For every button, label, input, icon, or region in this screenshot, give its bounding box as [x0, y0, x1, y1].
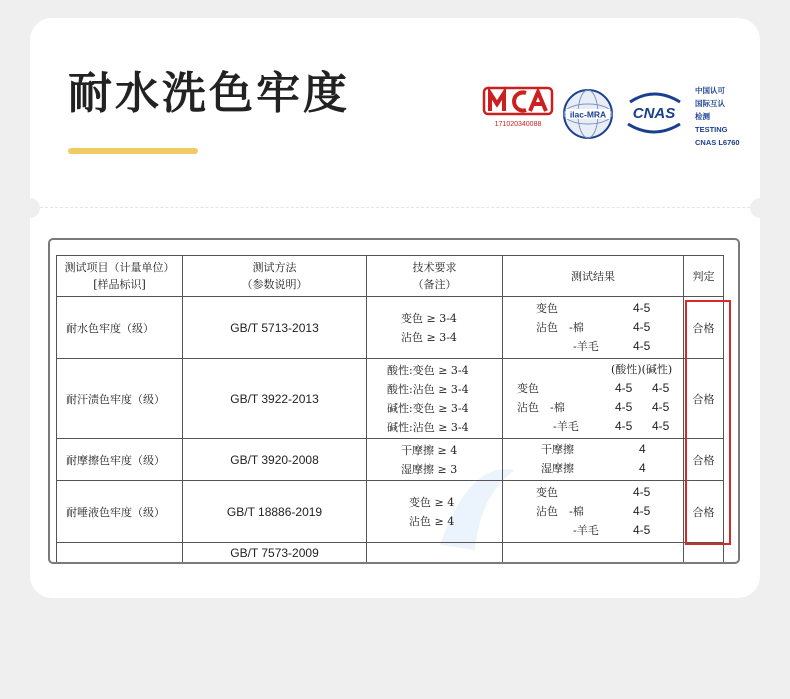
cert-line: CNAS L6760	[695, 138, 740, 147]
judgement-highlight-box	[685, 300, 731, 545]
row-result: 变色 4-5 沾色 -棉 4-5 -羊毛 4-5	[503, 481, 684, 543]
row-result	[503, 543, 684, 565]
row-judgement: 合格	[684, 481, 724, 543]
table-row	[57, 297, 724, 359]
test-report	[48, 238, 740, 564]
row-item: 耐水色牢度（级）	[57, 297, 183, 359]
svg-text:CNAS: CNAS	[632, 105, 676, 122]
cma-number: 171020340088	[494, 121, 542, 128]
row-result: (酸性)(碱性) 变色 4-5 4-5 沾色 -棉 4-5 4-5 -羊毛 4-5 4-5	[503, 359, 684, 439]
ilac-mra-icon	[562, 88, 614, 140]
table-row	[57, 359, 724, 439]
table-row	[57, 439, 724, 481]
row-item	[57, 543, 183, 565]
row-requirement: 变色 ≥ 3-4 沾色 ≥ 3-4	[367, 297, 503, 359]
cert-line: 国际互认	[695, 99, 725, 108]
cnas-icon	[622, 92, 686, 134]
cert-line: 中国认可	[695, 86, 725, 95]
row-requirement: 干摩擦 ≥ 4 湿摩擦 ≥ 3	[367, 439, 503, 481]
row-requirement	[367, 543, 503, 565]
page-title: 耐水洗色牢度	[68, 68, 350, 119]
ticket-notch-right	[750, 198, 770, 218]
row-method: GB/T 5713-2013	[183, 297, 367, 359]
table-header-row	[57, 256, 724, 297]
header-item: 测试项目（计量单位） [样品标识]	[57, 256, 183, 297]
cma-logo	[482, 86, 554, 134]
table-row	[57, 481, 724, 543]
header-result: 测试结果	[503, 256, 684, 297]
row-item: 耐摩擦色牢度（级）	[57, 439, 183, 481]
row-judgement: 合格	[684, 439, 724, 481]
row-judgement: 合格	[684, 359, 724, 439]
svg-text:ilac-MRA: ilac-MRA	[569, 109, 607, 120]
header-requirement: 技术要求 （备注）	[367, 256, 503, 297]
header-judgement: 判定	[684, 256, 724, 297]
row-method: GB/T 7573-2009	[183, 543, 367, 565]
cert-line: 检测	[695, 112, 710, 121]
cma-mark-icon	[482, 86, 554, 116]
row-judgement	[684, 543, 724, 565]
row-method: GB/T 3920-2008	[183, 439, 367, 481]
row-item: 耐汗渍色牢度（级）	[57, 359, 183, 439]
ticket-notch-left	[20, 198, 40, 218]
title-underline	[68, 148, 198, 154]
row-method: GB/T 3922-2013	[183, 359, 367, 439]
row-result: 干摩擦 4 湿摩擦 4	[503, 439, 684, 481]
row-result: 变色 4-5 沾色 -棉 4-5 -羊毛 4-5	[503, 297, 684, 359]
row-item: 耐唾液色牢度（级）	[57, 481, 183, 543]
divider	[40, 207, 750, 208]
row-requirement: 酸性:变色 ≥ 3-4 酸性:沾色 ≥ 3-4 碱性:变色 ≥ 3-4 碱性:沾色 ≥ 3-4	[367, 359, 503, 439]
table-row	[57, 543, 724, 565]
row-requirement: 变色 ≥ 4 沾色 ≥ 4	[367, 481, 503, 543]
row-method: GB/T 18886-2019	[183, 481, 367, 543]
header-method: 测试方法 （参数说明）	[183, 256, 367, 297]
cert-line: TESTING	[695, 125, 728, 134]
report-table	[56, 255, 724, 564]
row-judgement: 合格	[684, 297, 724, 359]
cnas-cert-text	[695, 84, 740, 149]
